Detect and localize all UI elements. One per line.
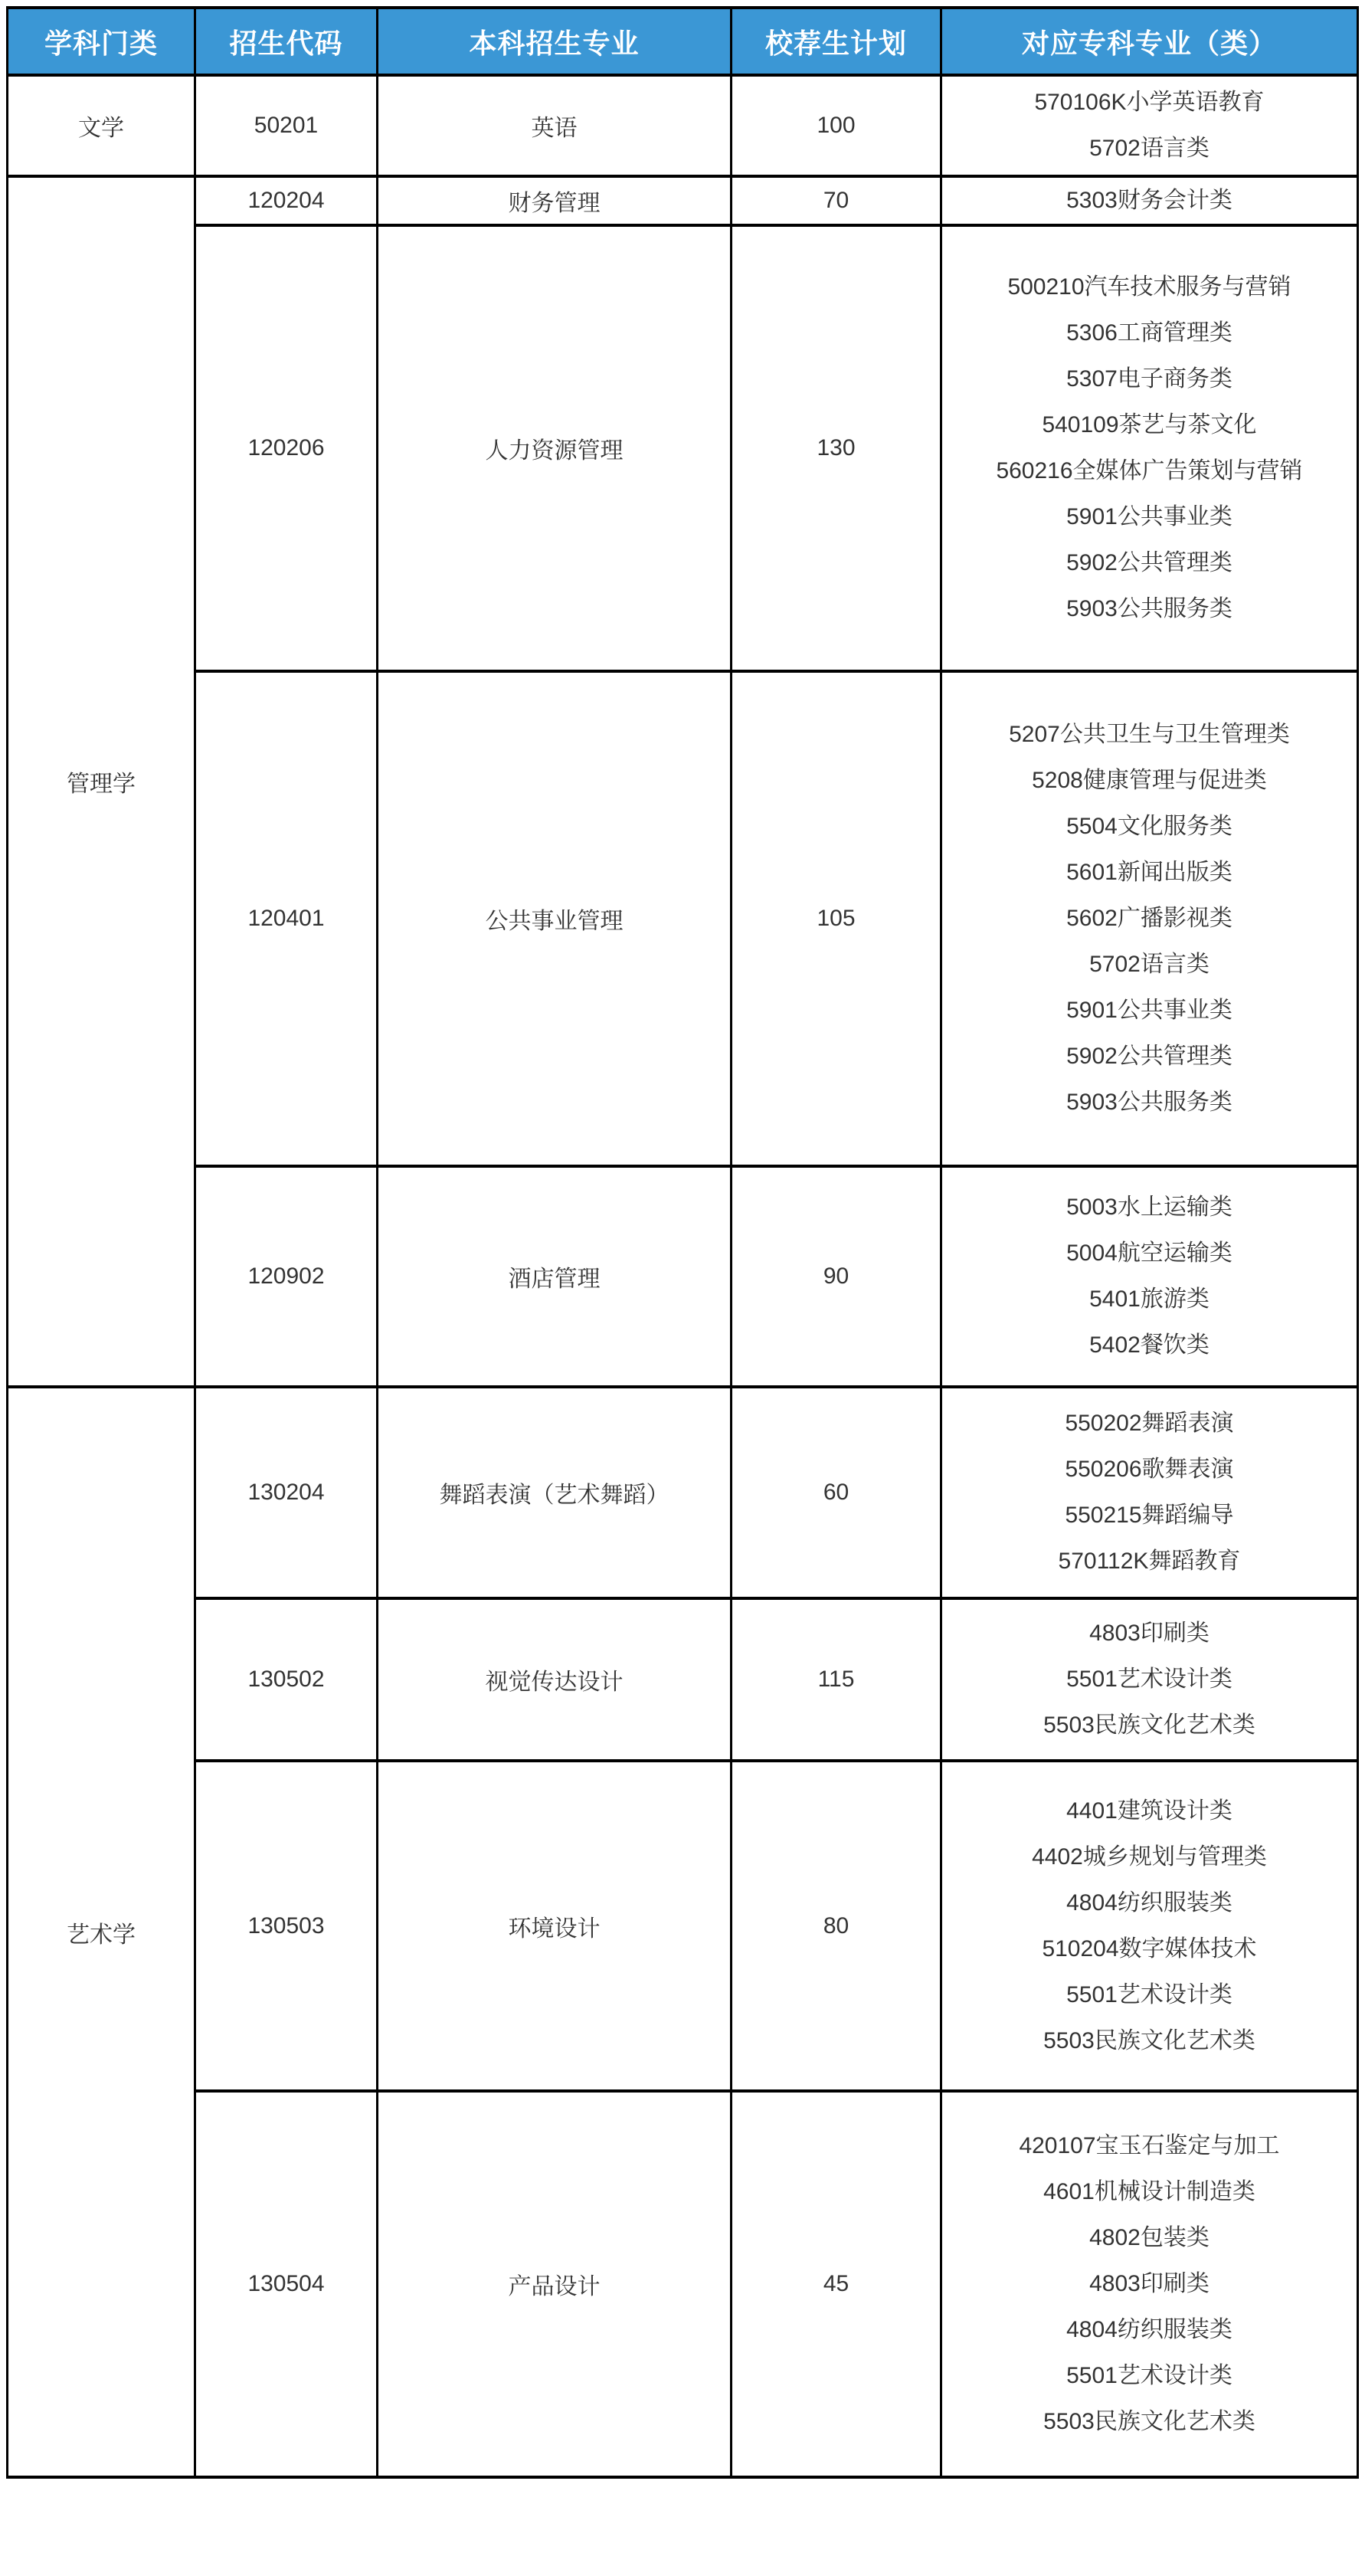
- major-cell: 舞蹈表演（艺术舞蹈）: [378, 1387, 732, 1598]
- plan-cell: 105: [732, 671, 941, 1166]
- specialty-line: 5901公共事业类: [1066, 504, 1232, 529]
- specialties-cell: [941, 1387, 1358, 1598]
- specialty-line: 5402餐饮类: [1089, 1332, 1210, 1358]
- table-row: [8, 671, 1358, 1166]
- column-header: 本科招生专业: [378, 8, 732, 75]
- specialty-line: 550206歌舞表演: [1065, 1457, 1234, 1482]
- column-header: 对应专科专业（类）: [941, 8, 1358, 75]
- specialty-line: 5702语言类: [1089, 952, 1210, 977]
- specialty-line: 5901公共事业类: [1066, 998, 1232, 1023]
- column-header: 校荐生计划: [732, 8, 941, 75]
- plan-cell: 115: [732, 1598, 941, 1761]
- specialty-line: 5902公共管理类: [1066, 1044, 1232, 1069]
- specialties-cell: [941, 225, 1358, 671]
- specialties-cell: [941, 1166, 1358, 1387]
- specialty-line: 4401建筑设计类: [1066, 1798, 1232, 1824]
- major-cell: 公共事业管理: [378, 671, 732, 1166]
- specialties-cell: [941, 176, 1358, 225]
- code-cell: 120902: [195, 1166, 378, 1387]
- code-cell: 50201: [195, 75, 378, 176]
- specialty-line: 5902公共管理类: [1066, 550, 1232, 575]
- specialty-line: 5004航空运输类: [1066, 1240, 1232, 1266]
- specialties-cell: [941, 75, 1358, 176]
- plan-cell: 70: [732, 176, 941, 225]
- specialty-line: 5501艺术设计类: [1066, 1981, 1232, 2007]
- code-cell: 130502: [195, 1598, 378, 1761]
- table-row: [8, 1761, 1358, 2091]
- specialty-line: 5401旅游类: [1089, 1286, 1210, 1312]
- specialty-line: 550202舞蹈表演: [1065, 1411, 1234, 1436]
- specialty-line: 550215舞蹈编导: [1065, 1503, 1234, 1528]
- specialty-line: 5903公共服务类: [1066, 596, 1232, 621]
- specialty-line: 5503民族文化艺术类: [1043, 2409, 1255, 2434]
- table-row: [8, 1166, 1358, 1387]
- specialty-line: 5601新闻出版类: [1066, 860, 1232, 885]
- table-row: [8, 75, 1358, 176]
- table-row: [8, 176, 1358, 225]
- plan-cell: 90: [732, 1166, 941, 1387]
- major-cell: 英语: [378, 75, 732, 176]
- specialty-line: 5306工商管理类: [1066, 320, 1232, 346]
- column-header: 招生代码: [195, 8, 378, 75]
- code-cell: 130204: [195, 1387, 378, 1598]
- specialties-cell: [941, 2091, 1358, 2477]
- table-row: [8, 2091, 1358, 2477]
- major-cell: 人力资源管理: [378, 225, 732, 671]
- plan-cell: 100: [732, 75, 941, 176]
- table-header: [8, 8, 1358, 75]
- specialty-line: 5208健康管理与促进类: [1032, 768, 1267, 793]
- specialty-line: 5307电子商务类: [1066, 366, 1232, 392]
- admissions-table: [6, 6, 1359, 2479]
- specialty-line: 510204数字媒体技术: [1042, 1935, 1257, 1961]
- specialty-line: 4601机械设计制造类: [1043, 2179, 1255, 2204]
- specialty-line: 5303财务会计类: [1066, 188, 1232, 213]
- major-cell: 财务管理: [378, 176, 732, 225]
- header-row: [8, 8, 1358, 75]
- specialty-line: 570112K舞蹈教育: [1058, 1549, 1241, 1574]
- major-cell: 视觉传达设计: [378, 1598, 732, 1761]
- major-cell: 酒店管理: [378, 1166, 732, 1387]
- table-row: [8, 225, 1358, 671]
- plan-cell: 45: [732, 2091, 941, 2477]
- specialty-line: 4804纺织服装类: [1066, 2317, 1232, 2342]
- specialty-line: 5501艺术设计类: [1066, 1667, 1232, 1692]
- major-cell: 产品设计: [378, 2091, 732, 2477]
- specialty-line: 5504文化服务类: [1066, 814, 1232, 839]
- category-cell: 管理学: [8, 176, 195, 1387]
- specialty-line: 5503民族文化艺术类: [1043, 1712, 1255, 1738]
- code-cell: 130504: [195, 2091, 378, 2477]
- table-body: [8, 75, 1358, 2477]
- code-cell: 120401: [195, 671, 378, 1166]
- category-cell: 艺术学: [8, 1387, 195, 2477]
- specialty-line: 4803印刷类: [1089, 1621, 1210, 1646]
- specialties-cell: [941, 1598, 1358, 1761]
- specialty-line: 5903公共服务类: [1066, 1090, 1232, 1115]
- code-cell: 120204: [195, 176, 378, 225]
- specialty-line: 4804纺织服装类: [1066, 1889, 1232, 1916]
- column-header: 学科门类: [8, 8, 195, 75]
- plan-cell: 80: [732, 1761, 941, 2091]
- specialty-line: 5602广播影视类: [1066, 906, 1232, 931]
- specialty-line: 4402城乡规划与管理类: [1032, 1844, 1267, 1870]
- plan-cell: 130: [732, 225, 941, 671]
- code-cell: 130503: [195, 1761, 378, 2091]
- plan-cell: 60: [732, 1387, 941, 1598]
- major-cell: 环境设计: [378, 1761, 732, 2091]
- table-row: [8, 1598, 1358, 1761]
- specialty-line: 4803印刷类: [1089, 2271, 1210, 2296]
- specialty-line: 420107宝玉石鉴定与加工: [1019, 2133, 1280, 2158]
- specialty-line: 570106K小学英语教育: [1034, 90, 1265, 115]
- specialty-line: 5003水上运输类: [1066, 1195, 1232, 1220]
- specialty-line: 560216全媒体广告策划与营销: [996, 458, 1303, 483]
- code-cell: 120206: [195, 225, 378, 671]
- specialty-line: 5207公共卫生与卫生管理类: [1009, 722, 1290, 747]
- category-cell: 文学: [8, 75, 195, 176]
- specialty-line: 5702语言类: [1089, 136, 1210, 161]
- table-row: [8, 1387, 1358, 1598]
- specialty-line: 540109茶艺与茶文化: [1042, 412, 1257, 438]
- specialty-line: 5503民族文化艺术类: [1043, 2027, 1255, 2053]
- specialties-cell: [941, 671, 1358, 1166]
- specialty-line: 4802包装类: [1089, 2225, 1210, 2250]
- specialties-cell: [941, 1761, 1358, 2091]
- specialty-line: 500210汽车技术服务与营销: [1007, 274, 1291, 300]
- specialty-line: 5501艺术设计类: [1066, 2363, 1232, 2388]
